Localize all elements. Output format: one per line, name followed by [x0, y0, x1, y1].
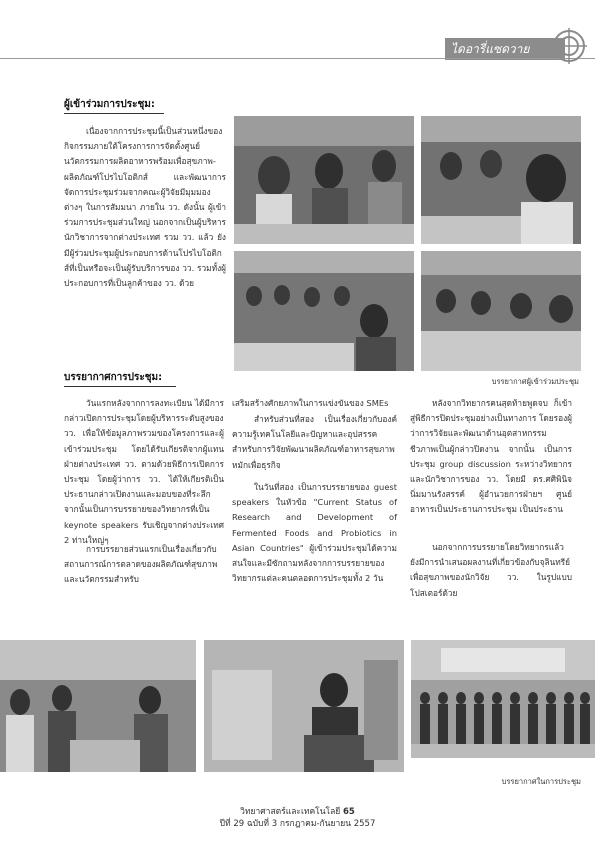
participants-caption: บรรยากาศผู้เข้าร่วมประชุม — [491, 377, 579, 386]
atmosphere-col1-paragraph-2: การบรรยายส่วนแรกเป็นเรื่องเกี่ยวกับสถานการณ์การตลาดของผลิตภัณฑ์สุขภาพ และนวัตกรรมสำหรับ — [64, 544, 218, 585]
atmosphere-col2-paragraph-2: สำหรับส่วนที่สอง เป็นเรื่องเกี่ยวกับองค์ความรู้เทคโนโลยีและปัญหาและอุปสรรคสำหรับการวิจัยพัฒนาผลิตภัณฑ์อาหารสุขภาพหมักเพื่อธุรกิจ — [232, 414, 397, 470]
atmosphere-caption: บรรยากาศในการประชุม — [501, 777, 581, 786]
atmosphere-col3-paragraph-2: นอกจากการบรรยายโดยวิทยากรแล้ว ยังมีการนำเสนอผลงานที่เกี่ยวข้องกับจุลินทรีย์ เพื่อสุขภาพของนักวิจัย วว. ในรูปแบบโปสเตอร์ด้วย — [410, 542, 572, 598]
photo-participants-3 — [234, 251, 414, 371]
photo-participants-2 — [421, 116, 581, 244]
header-title: ไดอารี่แซดวาย — [445, 38, 565, 60]
footer-magazine-name: วิทยาศาสตร์และเทคโนโลยี — [240, 807, 341, 817]
target-icon — [551, 28, 587, 64]
atmosphere-col2-paragraph-3: ในวันที่สอง เป็นการบรรยายของ guest speakers ในหัวข้อ "Current Status of Research and Development of Fermented Foods and Probiotics in Asian Countries" ผู้เข้าร่วมประชุมได้ความสนใจและมีซักถามหลังจากการบรรยายของวิทยากรแต่ละคนตลอดการประชุมทั้ง 2 วัน — [232, 482, 397, 584]
photo-atmosphere-3 — [411, 640, 595, 758]
participants-paragraph: เนื่องจากการประชุมนี้เป็นส่วนหนึ่งของกิจกรรมภายใต้โครงการการจัดตั้งศูนย์นวัตกรรมการผลิตอาหารพร้อมเพื่อสุขภาพ-ผลิตภัณฑ์โปรไบโอติกส์ และพัฒนาการจัดการประชุมร่วมจากคณะผู้วิจัยมีมุมมองต่างๆ ในการสัมมนา ภายใน วว. ดังนั้น ผู้เข้าร่วมการประชุมส่วนใหญ่ นอกจากเป็นผู้บริหาร นักวิชาการจากต่างประเทศ รวม วว. แล้ว ยังมีผู้ร่วมประชุมผู้ประกอบการด้านโปรไบโอติกส์ที่เป็นหรือจะเป็นผู้รับบริการของ วว. รวมทั้งผู้ประกอบการที่เป็นลูกค้าของ วว. ด้วย — [64, 126, 226, 289]
page-footer — [0, 806, 595, 830]
atmosphere-heading: บรรยากาศการประชุม: — [64, 370, 176, 387]
photo-participants-1 — [234, 116, 414, 244]
footer-magazine-line — [0, 806, 595, 818]
header-rule — [0, 58, 595, 59]
participants-heading: ผู้เข้าร่วมการประชุม: — [64, 97, 164, 114]
atmosphere-col2-paragraph-1: เสริมสร้างศักยภาพในการแข่งขันของ SMEs — [232, 398, 389, 408]
page-number: 65 — [343, 807, 355, 817]
atmosphere-col1-paragraph-1: วันแรกหลังจากการลงทะเบียน ได้มีการกล่าวเปิดการประชุมโดยผู้บริหารระดับสูงของ วว. เพื่อให้ข้อมูลภาพรวมของโครงการและผู้เข้าร่วมประชุม โดยได้รับเกียรติจากผู้แทนฝ่ายต่างประเทศ วว. ตามด้วยพิธีการเปิดการประชุม โดยผู้ว่าการ วว. ได้ให้เกียรติเป็นประธานกล่าวเปิดงานและมอบของที่ระลึก จากนั้นเป็นการบรรยายของวิทยากรที่เป็น keynote speakers รับเชิญจากต่างประเทศ 2 ท่านใหญ่ๆ — [64, 398, 224, 545]
photo-atmosphere-1 — [0, 640, 196, 772]
footer-issue: ปีที่ 29 ฉบับที่ 3 กรกฎาคม-กันยายน 2557 — [219, 819, 376, 829]
photo-participants-4 — [421, 251, 581, 371]
photo-atmosphere-2 — [204, 640, 404, 772]
atmosphere-col3-paragraph-1: หลังจากวิทยากรคนสุดท้ายพูดจบ ก็เข้าสู่พิธีการปิดประชุมอย่างเป็นทางการ โดยรองผู้ว่าการวิจัยและพัฒนาด้านอุตสาหกรรมชีวภาพเป็นผู้กล่าวปิดงาน จากนั้น เป็นการประชุม group discussion ระหว่างวิทยากรและนักวิชาการของ วว. โดยมี ดร.ศศิพินิจ นิ่มมานรังสรรค์ ผู้อำนวยการฝ่ายฯ ศูนย์อาหารเป็นประธานการประชุม เป็นประธาน — [410, 398, 573, 515]
